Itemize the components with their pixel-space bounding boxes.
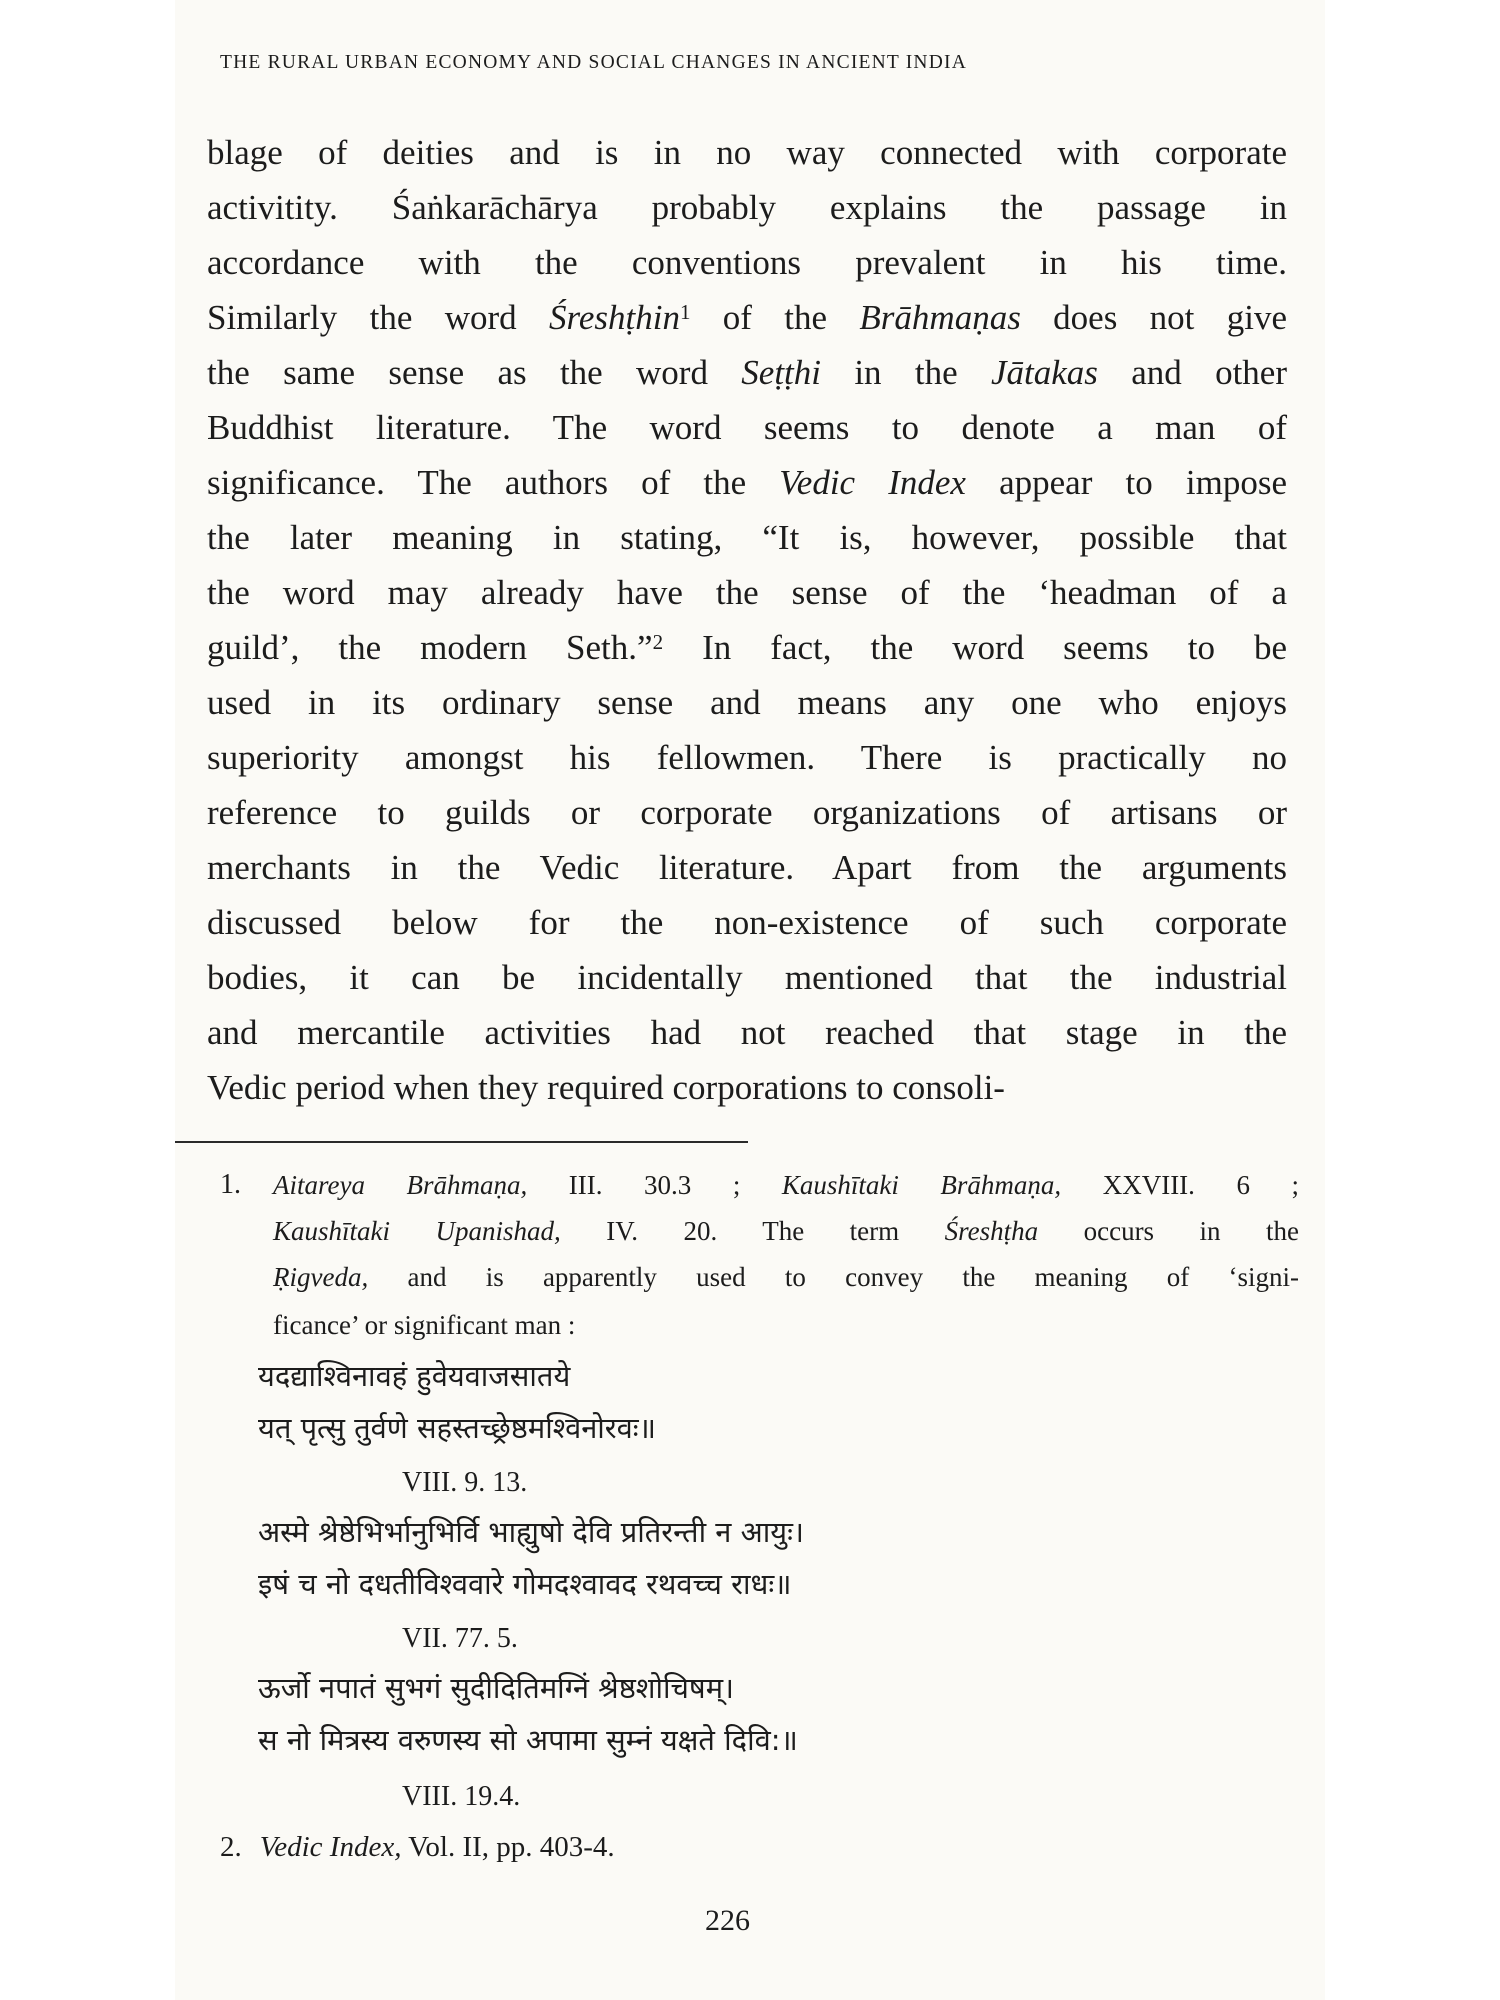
footnote-2 xyxy=(220,1830,615,1864)
body-line-9: the word may already have the sense of the ‘headman of a xyxy=(207,573,1287,612)
sanskrit-verse-line: अस्मे श्रेष्ठेभिर्भानुभिर्वि भाह्युषो देवि प्रतिरन्ती न आयुः। xyxy=(258,1515,804,1549)
text-run: appear to impose xyxy=(965,463,1287,502)
text-run: In fact, the word seems to be xyxy=(663,628,1287,667)
body-line-1: blage of deities and is in no way connected with corporate xyxy=(207,133,1287,172)
sanskrit-verse-line: यत् पृत्सु तुर्वणे सहस्तच्छ्रेष्ठमश्विनोरवः॥ xyxy=(258,1411,657,1445)
body-line-14: merchants in the Vedic literature. Apart from the arguments xyxy=(207,848,1287,887)
verse-reference: VII. 77. 5. xyxy=(402,1623,518,1654)
italic-term: Śreshṭha xyxy=(944,1216,1039,1246)
footnote-1-line-2 xyxy=(273,1214,1299,1248)
footnote-divider xyxy=(175,1141,748,1143)
footnote-1-line-4: ficance’ or significant man : xyxy=(273,1310,576,1340)
italic-term: Vedic Index, xyxy=(259,1831,402,1863)
italic-term: Seṭṭhi xyxy=(741,353,821,392)
text-run: of the xyxy=(690,298,860,337)
text-run: and other xyxy=(1097,353,1287,392)
italic-term: Śreshṭhin xyxy=(549,298,680,337)
body-line-16: bodies, it can be incidentally mentioned that the industrial xyxy=(207,958,1287,997)
text-run: significance. The authors of the xyxy=(207,463,780,502)
sanskrit-verse-line: स नो मित्रस्य वरुणस्य सो अपामा सुम्नं यक्षते दिवि:॥ xyxy=(258,1723,798,1757)
text-run: the same sense as the word xyxy=(207,353,742,392)
verse-reference: VIII. 9. 13. xyxy=(402,1467,528,1498)
body-line-15: discussed below for the non-existence of such corporate xyxy=(207,903,1287,942)
text-run: IV. 20. The term xyxy=(560,1216,945,1246)
footnote-marker-2: 2 xyxy=(652,630,664,654)
verse-reference: VIII. 19.4. xyxy=(402,1781,521,1812)
body-line-3: accordance with the conventions prevalent in his time. xyxy=(207,243,1287,282)
book-page xyxy=(175,0,1325,2000)
text-run: Similarly the word xyxy=(207,298,550,337)
italic-term: Kaushītaki Brāhmaṇa, xyxy=(781,1170,1062,1200)
sanskrit-verse-line: इषं च नो दधतीविश्ववारे गोमदश्वावद रथवच्च राधः॥ xyxy=(258,1567,792,1601)
body-line-6: Buddhist literature. The word seems to denote a man of xyxy=(207,408,1287,447)
body-line-7 xyxy=(207,463,1287,503)
footnote-1-line-1 xyxy=(273,1168,1299,1202)
running-header: THE RURAL URBAN ECONOMY AND SOCIAL CHANGES IN ANCIENT INDIA xyxy=(220,52,967,73)
body-line-5 xyxy=(207,353,1287,393)
text-run: III. 30.3 ; xyxy=(527,1170,782,1200)
text-run: occurs in the xyxy=(1038,1216,1300,1246)
text-run: XXVIII. 6 ; xyxy=(1061,1170,1299,1200)
footnote-number: 1. xyxy=(220,1169,241,1200)
italic-term: Aitareya Brāhmaṇa, xyxy=(273,1170,528,1200)
italic-term: Ṛigveda, xyxy=(273,1262,369,1292)
italic-term: Vedic Index xyxy=(779,463,966,502)
italic-term: Brāhmaṇas xyxy=(859,298,1021,337)
text-run: does not give xyxy=(1020,298,1288,337)
text-run: guild’, the modern Seth.” xyxy=(207,628,653,667)
italic-term: Kaushītaki Upanishad, xyxy=(273,1216,561,1246)
sanskrit-verse-line: ऊर्जो नपातं सुभगं सुदीदितिमग्निं श्रेष्ठशोचिषम्। xyxy=(258,1671,735,1705)
body-line-10 xyxy=(207,628,1287,668)
body-line-11: used in its ordinary sense and means any one who enjoys xyxy=(207,683,1287,722)
body-line-18: Vedic period when they required corporations to consoli- xyxy=(207,1068,1005,1107)
footnote-number: 2. xyxy=(220,1831,242,1863)
body-line-8: the later meaning in stating, “It is, however, possible that xyxy=(207,518,1287,557)
text-run: in the xyxy=(821,353,991,392)
body-line-13: reference to guilds or corporate organizations of artisans or xyxy=(207,793,1287,832)
text-run: and is apparently used to convey the meaning of ‘signi- xyxy=(368,1262,1299,1292)
text-run: Vol. II, pp. 403-4. xyxy=(401,1831,615,1863)
footnote-marker-1: 1 xyxy=(679,300,691,324)
page-number: 226 xyxy=(705,1904,750,1937)
footnote-1-line-3 xyxy=(273,1260,1299,1294)
sanskrit-verse-line: यदद्याश्विनावहं हुवेयवाजसातये xyxy=(258,1359,571,1393)
body-line-2: activitity. Śaṅkarāchārya probably explains the passage in xyxy=(207,188,1287,227)
body-line-4 xyxy=(207,298,1287,338)
italic-term: Jātakas xyxy=(990,353,1098,392)
body-line-12: superiority amongst his fellowmen. There is practically no xyxy=(207,738,1287,777)
body-line-17: and mercantile activities had not reached that stage in the xyxy=(207,1013,1287,1052)
